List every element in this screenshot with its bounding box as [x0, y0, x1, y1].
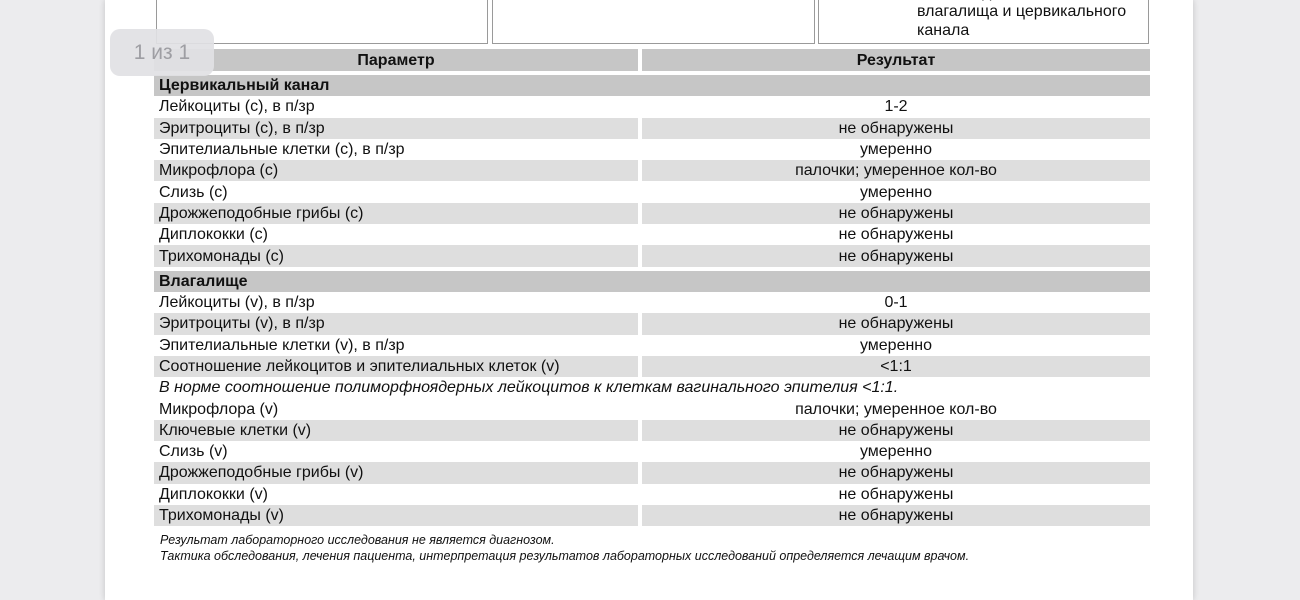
- result-cell: палочки; умеренное кол-во: [795, 400, 997, 418]
- material-label: [821, 0, 904, 1]
- param-cell: Трихомонады (с): [154, 245, 642, 266]
- param-cell: Слизь (с): [154, 181, 642, 202]
- footer-line-1: Результат лабораторного исследования не является диагнозом.: [160, 533, 555, 547]
- page-counter: 1 из 1: [110, 29, 214, 76]
- param-cell: Эритроциты (с), в п/зр: [154, 118, 642, 139]
- section-title: Цервикальный канал: [154, 75, 1150, 96]
- section-header-row: [154, 75, 1150, 96]
- column-header-param: Параметр: [154, 49, 642, 71]
- result-cell: умеренно: [859, 336, 933, 354]
- param-cell: Дрожжеподобные грибы (с): [154, 203, 642, 224]
- param-cell: Эритроциты (v), в п/зр: [154, 313, 642, 334]
- result-cell: 1-2: [884, 98, 908, 116]
- result-cell: умеренно: [859, 183, 933, 201]
- inz-box: [492, 0, 815, 44]
- section-header-row: [154, 271, 1150, 292]
- result-cell: умеренно: [859, 443, 933, 461]
- param-cell: Лейкоциты (v), в п/зр: [154, 292, 642, 313]
- table-row: [154, 398, 1150, 419]
- table-row: [154, 203, 1150, 224]
- result-cell: не обнаружены: [642, 203, 1150, 224]
- table-row: [154, 118, 1150, 139]
- result-cell: не обнаружены: [642, 420, 1150, 441]
- table-row: [154, 441, 1150, 462]
- footer-line-2: Тактика обследования, лечения пациента, интерпретация результатов лабораторных исследований определяется лечащим врачом.: [160, 548, 970, 563]
- param-cell: Ключевые клетки (v): [154, 420, 642, 441]
- param-cell: Эпителиальные клетки (v), в п/зр: [154, 335, 642, 356]
- table-row: [154, 181, 1150, 202]
- column-header-result: Результат: [642, 49, 1150, 71]
- table-row: [154, 335, 1150, 356]
- footer-disclaimer: [160, 533, 969, 564]
- note-row: [154, 377, 1150, 398]
- table-row: [154, 505, 1150, 526]
- table-row: [154, 484, 1150, 505]
- param-cell: Лейкоциты (с), в п/зр: [154, 96, 642, 117]
- param-cell: Диплококки (v): [154, 484, 642, 505]
- result-cell: <1:1: [642, 356, 1150, 377]
- result-cell: не обнаружены: [642, 118, 1150, 139]
- param-cell: Слизь (v): [154, 441, 642, 462]
- table-row: [154, 160, 1150, 181]
- param-cell: Микрофлора (с): [154, 160, 642, 181]
- table-row: [154, 356, 1150, 377]
- material-box: [818, 0, 1149, 44]
- result-cell: 0-1: [884, 294, 908, 312]
- table-row: [154, 420, 1150, 441]
- param-cell: Эпителиальные клетки (с), в п/зр: [154, 139, 642, 160]
- result-cell: не обнаружены: [838, 485, 954, 503]
- results-table: [154, 49, 1150, 526]
- result-cell: палочки; умеренное кол-во: [642, 160, 1150, 181]
- table-row: [154, 245, 1150, 266]
- table-row: [154, 292, 1150, 313]
- param-cell: Трихомонады (v): [154, 505, 642, 526]
- param-cell: Диплококки (с): [154, 224, 642, 245]
- material-value: влагалища и цервикального канала: [917, 3, 1127, 39]
- result-cell: не обнаружены: [642, 313, 1150, 334]
- results-body: [154, 71, 1150, 526]
- section-title: Влагалище: [154, 271, 1150, 292]
- table-row: [154, 462, 1150, 483]
- param-cell: Микрофлора (v): [154, 398, 642, 419]
- param-cell: Соотношение лейкоцитов и эпителиальных клеток (v): [154, 356, 642, 377]
- result-cell: не обнаружены: [642, 505, 1150, 526]
- result-cell: не обнаружены: [838, 226, 954, 244]
- result-cell: умеренно: [859, 141, 933, 159]
- table-row: [154, 139, 1150, 160]
- param-cell: Дрожжеподобные грибы (v): [154, 462, 642, 483]
- table-row: [154, 313, 1150, 334]
- table-header-row: [154, 49, 1150, 71]
- table-row: [154, 96, 1150, 117]
- result-cell: не обнаружены: [642, 245, 1150, 266]
- table-row: [154, 224, 1150, 245]
- note-text: В норме соотношение полиморфноядерных лейкоцитов к клеткам вагинального эпителия <1:1.: [159, 379, 899, 397]
- result-cell: не обнаружены: [642, 462, 1150, 483]
